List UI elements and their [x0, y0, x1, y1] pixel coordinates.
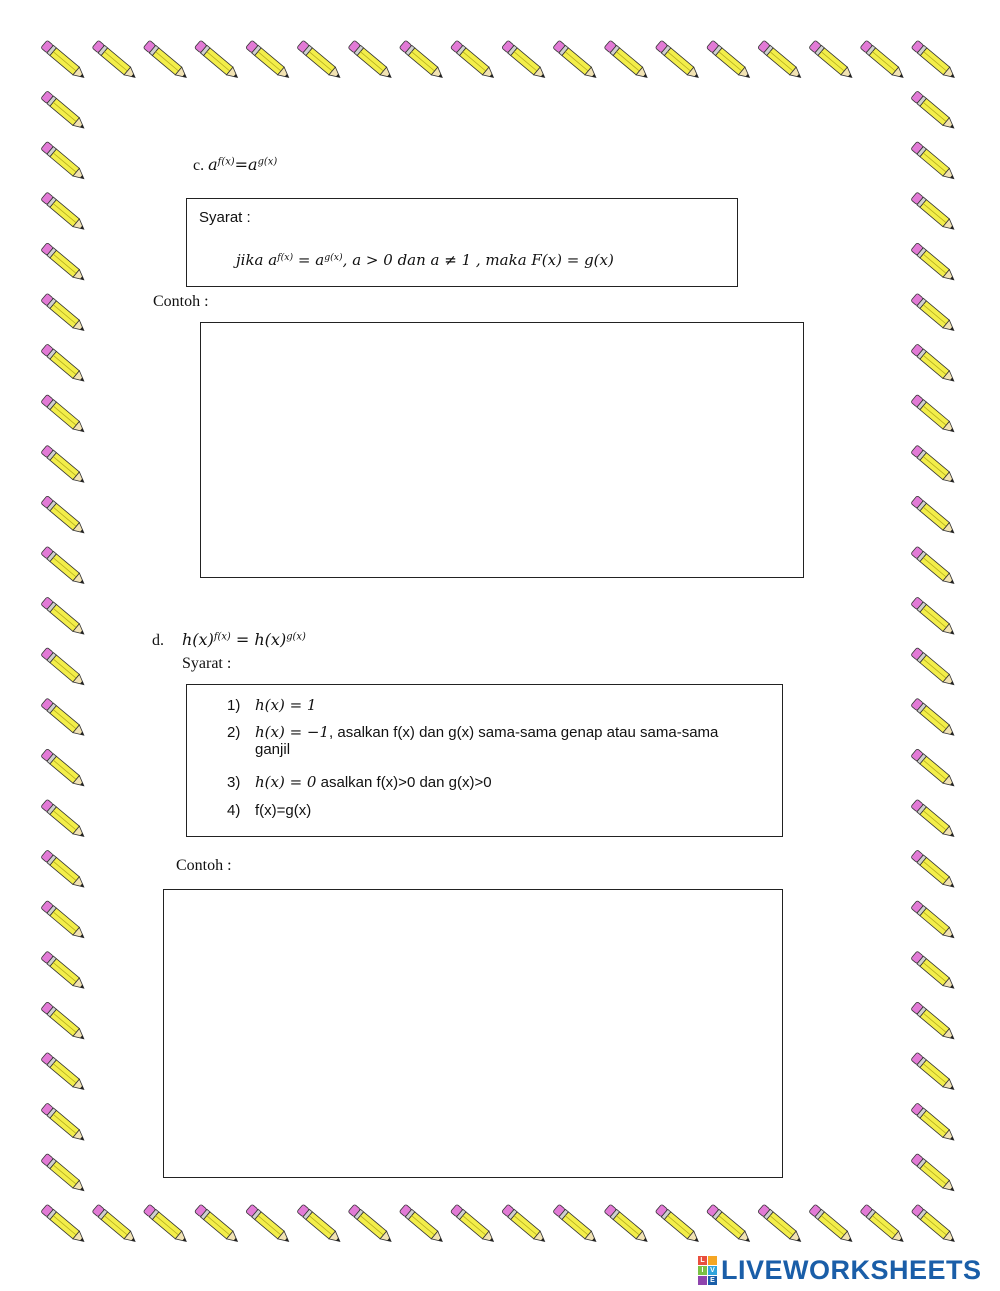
- pencil-icon: [41, 1052, 87, 1093]
- pencil-icon: [758, 1204, 804, 1245]
- pencil-icon: [911, 394, 957, 435]
- pencil-icon: [911, 40, 957, 81]
- pencil-icon: [41, 647, 87, 688]
- pencil-icon: [450, 40, 496, 81]
- pencil-icon: [41, 850, 87, 891]
- pencil-icon: [41, 799, 87, 840]
- syarat-box-d: [186, 684, 783, 837]
- pencil-icon: [297, 40, 343, 81]
- pencil-icon: [41, 445, 87, 486]
- pencil-icon: [246, 1204, 292, 1245]
- pencil-icon: [911, 293, 957, 334]
- pencil-icon: [41, 951, 87, 992]
- pencil-icon: [604, 1204, 650, 1245]
- pencil-icon: [41, 40, 87, 81]
- pencil-icon: [194, 40, 240, 81]
- pencil-icon: [41, 243, 87, 284]
- condition-3: 3) h(x) = 0 asalkan f(x)>0 dan g(x)>0: [227, 773, 492, 791]
- pencil-icon: [41, 900, 87, 941]
- pencil-icon: [911, 1103, 957, 1144]
- pencil-icon: [41, 141, 87, 182]
- pencil-icon: [41, 496, 87, 537]
- logo-tiles: [698, 1256, 717, 1285]
- pencil-icon: [860, 40, 906, 81]
- condition-1: 1) h(x) = 1: [227, 696, 317, 714]
- contoh-label-c: Contoh :: [153, 293, 209, 310]
- pencil-icon: [502, 1204, 548, 1245]
- pencil-icon: [911, 344, 957, 385]
- pencil-icon: [41, 1103, 87, 1144]
- pencil-icon: [604, 40, 650, 81]
- contoh-answer-box-c[interactable]: [200, 322, 804, 578]
- pencil-icon: [399, 40, 445, 81]
- pencil-icon: [553, 1204, 599, 1245]
- pencil-icon: [911, 698, 957, 739]
- syarat-title-c: Syarat :: [199, 209, 251, 226]
- pencil-icon: [911, 192, 957, 233]
- pencil-icon: [706, 1204, 752, 1245]
- pencil-icon: [911, 546, 957, 587]
- pencil-icon: [911, 1153, 957, 1194]
- liveworksheets-logo: [698, 1255, 982, 1285]
- pencil-icon: [41, 91, 87, 132]
- pencil-icon: [450, 1204, 496, 1245]
- condition-4: 4) f(x)=g(x): [227, 802, 312, 819]
- logo-tile-i: I: [698, 1266, 707, 1275]
- pencil-icon: [911, 850, 957, 891]
- syarat-box-c: [186, 198, 738, 287]
- section-c-label: c.: [193, 157, 205, 174]
- pencil-icon: [41, 698, 87, 739]
- section-d-formula: $h(x)^{f(x)} = h(x)^{g(x)}$: [182, 630, 306, 649]
- contoh-answer-box-d[interactable]: [163, 889, 783, 1178]
- pencil-icon: [911, 951, 957, 992]
- pencil-icon: [41, 749, 87, 790]
- pencil-icon: [706, 40, 752, 81]
- pencil-icon: [911, 647, 957, 688]
- pencil-icon: [246, 40, 292, 81]
- pencil-icon: [143, 40, 189, 81]
- pencil-icon: [860, 1204, 906, 1245]
- pencil-icon: [41, 1204, 87, 1245]
- pencil-icon: [655, 1204, 701, 1245]
- pencil-icon: [194, 1204, 240, 1245]
- pencil-icon: [809, 1204, 855, 1245]
- pencil-icon: [911, 1204, 957, 1245]
- pencil-icon: [911, 445, 957, 486]
- pencil-icon: [348, 1204, 394, 1245]
- pencil-icon: [399, 1204, 445, 1245]
- pencil-icon: [911, 799, 957, 840]
- pencil-icon: [911, 1052, 957, 1093]
- pencil-icon: [911, 243, 957, 284]
- pencil-icon: [502, 40, 548, 81]
- syarat-title-d: Syarat :: [182, 655, 232, 672]
- condition-2: 2) h(x) = −1, asalkan f(x) dan g(x) sama-sama genap atau sama-sama ganjil: [227, 723, 719, 758]
- pencil-icon: [41, 192, 87, 233]
- pencil-icon: [911, 91, 957, 132]
- pencil-icon: [143, 1204, 189, 1245]
- contoh-label-d: Contoh :: [176, 857, 232, 874]
- pencil-icon: [911, 749, 957, 790]
- pencil-icon: [41, 1002, 87, 1043]
- pencil-icon: [92, 1204, 138, 1245]
- pencil-icon: [911, 1002, 957, 1043]
- pencil-icon: [911, 141, 957, 182]
- pencil-icon: [41, 546, 87, 587]
- pencil-icon: [809, 40, 855, 81]
- pencil-icon: [655, 40, 701, 81]
- pencil-icon: [911, 597, 957, 638]
- section-c-heading: [193, 155, 277, 175]
- pencil-icon: [41, 1153, 87, 1194]
- pencil-icon: [41, 293, 87, 334]
- syarat-rule-c: jika $a^{f(x)} = a^{g(x)}$, a > 0 dan a ≠ 1 , maka F(x) = g(x): [236, 251, 614, 269]
- section-d-label: d.: [152, 632, 164, 649]
- pencil-icon: [911, 900, 957, 941]
- pencil-icon: [92, 40, 138, 81]
- section-d-heading: [152, 630, 306, 650]
- pencil-icon: [41, 394, 87, 435]
- logo-tile-e: E: [708, 1276, 717, 1285]
- logo-tile-l: L: [698, 1256, 707, 1265]
- pencil-icon: [553, 40, 599, 81]
- pencil-icon: [348, 40, 394, 81]
- pencil-icon: [297, 1204, 343, 1245]
- section-c-formula: $a^{f(x)}=a^{g(x)}$: [208, 155, 278, 174]
- pencil-icon: [41, 597, 87, 638]
- logo-text: LIVEWORKSHEETS: [721, 1254, 982, 1285]
- pencil-icon: [41, 344, 87, 385]
- logo-tile-v: V: [708, 1266, 717, 1275]
- pencil-icon: [911, 496, 957, 537]
- pencil-icon: [758, 40, 804, 81]
